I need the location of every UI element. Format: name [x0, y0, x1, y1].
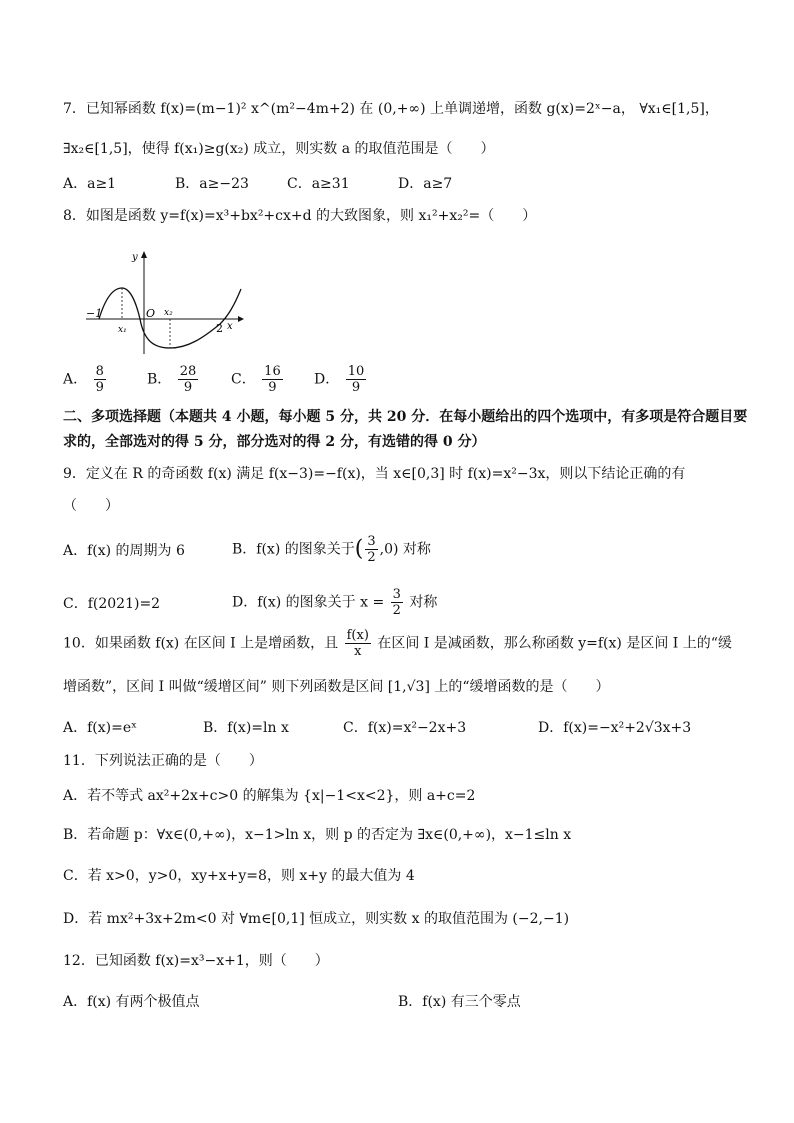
q11-option-b: B．若命题 p：∀x∈(0,+∞)，x−1>ln x，则 p 的否定为 ∃x∈(0,+∞)，x−1≤ln x — [63, 827, 572, 843]
q8-option-c-num: 16 — [264, 364, 281, 379]
q8-option-c-fraction — [262, 364, 283, 395]
q9-option-d-post: 对称 — [409, 594, 438, 611]
q8-option-a-letter: A． — [63, 371, 88, 388]
q9-option-b — [232, 534, 431, 565]
q7-option-b: B．a≥−23 — [175, 176, 249, 192]
q8-option-b-fraction — [178, 364, 199, 395]
q8-function-graph — [78, 246, 248, 356]
q8-option-b-den: 9 — [183, 380, 193, 395]
q12-option-b: B．f(x) 有三个零点 — [398, 994, 521, 1010]
minus-one-label: −1 — [86, 307, 103, 320]
q9-option-d — [232, 587, 437, 618]
q8-option-d — [314, 364, 368, 395]
q9-option-c: C．f(2021)=2 — [63, 596, 161, 612]
q8-option-a — [63, 364, 108, 395]
y-axis-label: y — [132, 252, 138, 263]
q12-stem: 12．已知函数 f(x)=x³−x+1，则（ ） — [63, 953, 329, 969]
q9-option-d-num: 3 — [392, 587, 401, 602]
y-axis-arrow — [141, 251, 147, 258]
q11-stem: 11．下列说法正确的是（ ） — [63, 753, 263, 769]
q9-paren: （ ） — [63, 498, 119, 514]
section2-heading-line1: 二、多项选择题（本题共 4 小题，每小题 5 分，共 20 分．在每小题给出的四个选项中，有多项是符合题目要 — [63, 409, 748, 425]
q8-option-d-letter: D． — [314, 371, 340, 388]
q10-option-b: B．f(x)=ln x — [203, 720, 289, 736]
q8-option-c-letter: C． — [231, 371, 256, 388]
q10-stem-line2: 增函数”，区间 I 叫做“缓增区间” 则下列函数是区间 [1,√3] 上的“缓增函数的是（ ） — [63, 679, 610, 695]
q8-option-c — [231, 364, 285, 395]
x-axis-arrow — [238, 316, 244, 322]
q11-option-d: D．若 mx²+3x+2m<0 对 ∀m∈[0,1] 恒成立，则实数 x 的取值范围为 (−2,−1) — [63, 911, 570, 927]
q7-option-a: A．a≥1 — [63, 176, 117, 192]
q9-stem: 9．定义在 R 的奇函数 f(x) 满足 f(x−3)=−f(x)，当 x∈[0,3] 时 f(x)=x²−3x，则以下结论正确的有 — [63, 466, 686, 482]
q9-option-a: A．f(x) 的周期为 6 — [63, 543, 185, 559]
q8-option-d-fraction — [346, 364, 367, 395]
two-label: 2 — [216, 322, 223, 335]
q10-option-d: D．f(x)=−x²+2√3x+3 — [538, 720, 692, 736]
q10-stem-post: 在区间 I 是减函数，那么称函数 y=f(x) 是区间 I 上的“缓 — [377, 635, 732, 652]
q10-stem-line1 — [63, 628, 732, 659]
q8-option-b — [147, 364, 200, 395]
q9-option-d-den: 2 — [392, 603, 401, 618]
section2-heading-line2: 求的，全部选对的得 5 分，部分选对的得 2 分，有选错的得 0 分） — [63, 434, 486, 450]
q8-option-c-den: 9 — [268, 380, 277, 395]
q11-option-a: A．若不等式 ax²+2x+c>0 的解集为 {x|−1<x<2}，则 a+c=2 — [63, 788, 476, 804]
q10-option-a: A．f(x)=eˣ — [63, 720, 138, 736]
q9-option-d-text: D．f(x) 的图象关于 x = — [232, 594, 385, 611]
q8-option-a-fraction — [94, 364, 106, 395]
q9-option-d-fraction — [391, 587, 403, 618]
q7-option-c: C．a≥31 — [287, 176, 350, 192]
q9-option-b-den: 2 — [367, 550, 376, 565]
q7-line1: 7．已知幂函数 f(x)=(m−1)² x^(m²−4m+2) 在 (0,+∞) 上单调递增，函数 g(x)=2ˣ−a， ∀x₁∈[1,5]， — [63, 101, 719, 117]
q9-option-b-num: 3 — [367, 534, 376, 549]
q12-option-a: A．f(x) 有两个极值点 — [63, 994, 200, 1010]
q10-stem-den: x — [354, 644, 362, 659]
q8-option-d-num: 10 — [347, 364, 365, 379]
q9-option-b-text: B．f(x) 的图象关于 — [232, 541, 355, 558]
q8-option-b-num: 28 — [179, 364, 197, 379]
q8-option-a-num: 8 — [95, 364, 104, 379]
q11-option-c: C．若 x>0，y>0，xy+x+y=8，则 x+y 的最大值为 4 — [63, 868, 415, 884]
x2-label: x₂ — [164, 308, 173, 318]
q9-option-b-post: ,0) 对称 — [379, 541, 431, 558]
origin-label: O — [146, 307, 156, 320]
q9-option-b-left-paren: ( — [354, 536, 364, 562]
q10-option-c: C．f(x)=x²−2x+3 — [343, 720, 467, 736]
x-axis-label: x — [227, 321, 233, 332]
x1-label: x₁ — [118, 325, 127, 335]
q8-option-a-den: 9 — [95, 380, 104, 395]
q8-option-d-den: 9 — [351, 380, 361, 395]
q8-stem: 8．如图是函数 y=f(x)=x³+bx²+cx+d 的大致图象，则 x₁²+x₂²=（ ） — [63, 208, 537, 224]
q10-stem-fraction — [345, 628, 371, 659]
q10-stem-num: f(x) — [346, 628, 369, 643]
q7-line2: ∃x₂∈[1,5]，使得 f(x₁)≥g(x₂) 成立，则实数 a 的取值范围是（ ） — [63, 141, 495, 157]
q9-option-b-fraction — [365, 534, 377, 565]
q7-option-d: D．a≥7 — [398, 176, 453, 192]
q10-stem-pre: 10．如果函数 f(x) 在区间 I 上是增函数，且 — [63, 635, 339, 652]
q8-option-b-letter: B． — [147, 371, 172, 388]
